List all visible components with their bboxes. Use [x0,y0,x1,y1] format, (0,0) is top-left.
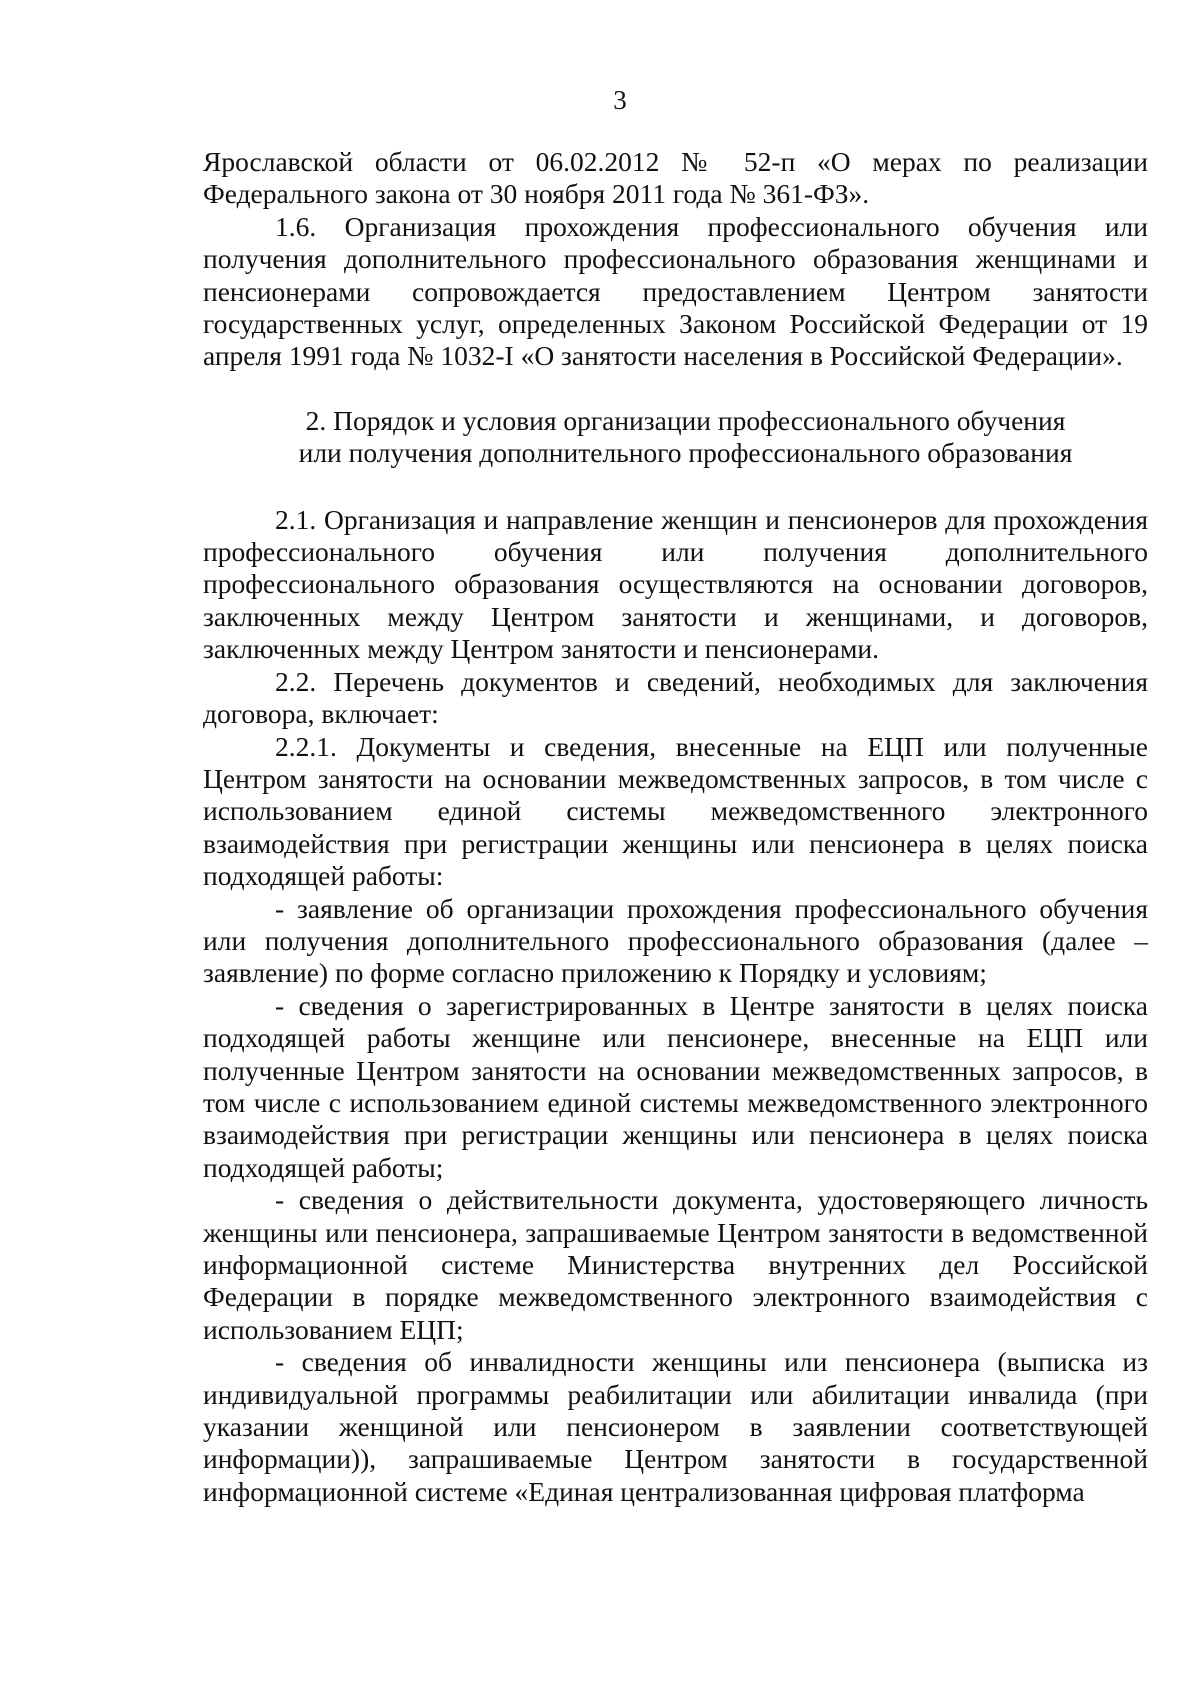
section-heading [203,405,1148,470]
list-item-disability-info: - сведения об инвалидности женщины или пенсионера (выписка из индивидуальной программы реабилитации или абилитации инвалида (при указании женщиной или пенсионером в заявлении соответствующей информации)), запрашиваемые Центром занятости в государственной информационной системе «Единая централизованная цифровая платформа [203,1346,1148,1507]
document-body [203,146,1148,1508]
paragraph-2-1: 2.1. Организация и направление женщин и пенсионеров для прохождения профессионального обучения или получения дополнительного профессионального образования осуществляются на основании договоров, заключенных между Центром занятости и женщинами, и договоров, заключенных между Центром занятости и пенсионерами. [203,503,1148,665]
list-item-application: - заявление об организации прохождения профессионального обучения или получения дополнительного профессионального образования (далее – заявление) по форме согласно приложению к Порядку и условиям; [203,892,1148,989]
list-item-registration-info: - сведения о зарегистрированных в Центре занятости в целях поиска подходящей работы женщине или пенсионере, внесенные на ЕЦП или полученные Центром занятости на основании межведомственных запросов, в том числе с использованием единой системы межведомственного электронного взаимодействия при регистрации женщины или пенсионера в целях поиска подходящей работы; [203,989,1148,1183]
section-heading-line-1: 2. Порядок и условия организации профессионального обучения [305,404,1066,436]
paragraph-2-2: 2.2. Перечень документов и сведений, необходимых для заключения договора, включает: [203,665,1148,730]
section-body [203,504,1148,1509]
section-heading-line-2: или получения дополнительного профессионального образования [298,437,1073,469]
paragraph-2-2-1: 2.2.1. Документы и сведения, внесенные на ЕЦП или полученные Центром занятости на основании межведомственных запросов, в том числе с использованием единой системы межведомственного электронного взаимодействия при регистрации женщины или пенсионера в целях поиска подходящей работы: [203,730,1148,892]
list-item-identity-document: - сведения о действительности документа, удостоверяющего личность женщины или пенсионера, запрашиваемые Центром занятости в ведомственной информационной системе Министерства внутренних дел Российской Федерации в порядке межведомственного электронного взаимодействия с использованием ЕЦП; [203,1184,1148,1345]
paragraph-continuation: Ярославской области от 06.02.2012 № 52-п «О мерах по реализации Федерального закона от 30 ноября 2011 года № 361-ФЗ». [203,146,1148,210]
page-number: 3 [613,85,627,115]
paragraph-1-6: 1.6. Организация прохождения профессионального обучения или получения дополнительного профессионального образования женщинами и пенсионерами сопровождается предоставлением Центром занятости государственных услуг, определенных Законом Российской Федерации от 19 апреля 1991 года № 1032-I «О занятости населения в Российской Федерации». [203,210,1148,372]
